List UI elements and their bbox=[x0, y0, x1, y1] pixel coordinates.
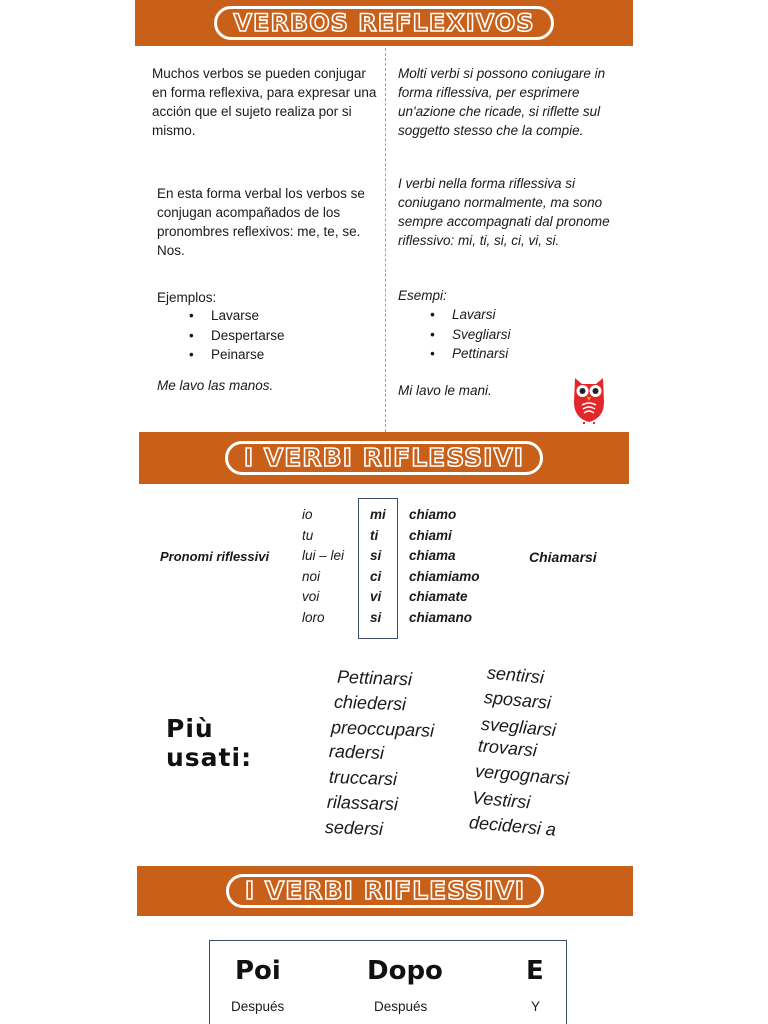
list-item: si bbox=[370, 609, 382, 625]
most-used-line1: Più bbox=[166, 714, 214, 743]
list-item: preoccuparsi bbox=[330, 717, 435, 741]
list-item: • Pettinarsi bbox=[398, 344, 598, 364]
column-divider bbox=[385, 48, 386, 432]
connector-translation: Después bbox=[374, 999, 428, 1014]
list-item: vi bbox=[370, 589, 382, 604]
list-item: chiamo bbox=[409, 507, 457, 522]
list-item: sedersi bbox=[324, 816, 384, 840]
es-forma: En esta forma verbal los verbos se conjugan acompañados de los pronombres reflexivos: me, te, se. Nos. bbox=[157, 186, 365, 258]
list-item: noi bbox=[302, 568, 321, 584]
slide3-banner bbox=[137, 866, 633, 916]
slide-verbi-riflessivi-conjugation bbox=[139, 432, 629, 864]
it-forma: I verbi nella forma riflessiva si coniugano normalmente, ma sono sempre accompagnati dal pronome riflessivo: mi, ti, si, ci, vi, si. bbox=[398, 176, 610, 248]
list-item: tu bbox=[302, 527, 314, 543]
it-intro: Molti verbi si possono coniugare in forma riflessiva, per esprimere un'azione che ricade, si riflette sul soggetto stesso che la compie. bbox=[398, 66, 606, 138]
list-item: chiedersi bbox=[333, 691, 407, 715]
list-item: lui – lei bbox=[302, 548, 345, 563]
list-item: sentirsi bbox=[486, 662, 545, 688]
connector-translation: Y bbox=[531, 999, 541, 1014]
list-item: • Peinarse bbox=[157, 345, 357, 365]
list-item: Vestirsi bbox=[471, 787, 532, 813]
connector-word: E bbox=[526, 956, 544, 986]
slide-verbi-riflessivi-connectors bbox=[137, 866, 633, 1024]
list-item: si bbox=[370, 548, 382, 563]
es-examples-list bbox=[157, 306, 357, 365]
most-used-line2: usati: bbox=[166, 743, 253, 772]
it-sentence: Mi lavo le mani. bbox=[398, 383, 492, 398]
list-item: • Svegliarsi bbox=[398, 325, 598, 345]
list-item: • Lavarse bbox=[157, 306, 357, 326]
verb-forms-column bbox=[409, 505, 480, 628]
list-item: radersi bbox=[328, 741, 385, 763]
list-item: ti bbox=[370, 527, 379, 543]
list-item: chiamate bbox=[409, 589, 468, 604]
reflexive-pronouns-column bbox=[370, 505, 386, 628]
list-item: trovarsi bbox=[477, 735, 538, 761]
es-intro: Muchos verbos se pueden conjugar en forma reflexiva, para expresar una acción que el sujeto realiza por si mismo. bbox=[152, 66, 377, 138]
slide3-title: I VERBI RIFLESSIVI bbox=[226, 874, 544, 908]
list-item: chiamiamo bbox=[409, 568, 480, 584]
connector-word: Poi bbox=[235, 956, 281, 986]
list-item: • Despertarse bbox=[157, 326, 357, 346]
it-examples-label: Esempi: bbox=[398, 288, 447, 303]
list-item: ci bbox=[370, 568, 382, 584]
es-examples-label: Ejemplos: bbox=[157, 290, 217, 305]
list-item: sposarsi bbox=[483, 687, 552, 713]
slide2-banner bbox=[139, 432, 629, 484]
most-used-heading bbox=[166, 714, 252, 772]
list-item: decidersi a bbox=[468, 812, 557, 840]
connector-translation: Después bbox=[231, 999, 285, 1014]
list-item: chiamano bbox=[409, 609, 473, 625]
verb-label: Chiamarsi bbox=[529, 549, 597, 565]
slide-verbos-reflexivos bbox=[135, 0, 633, 432]
list-item: svegliarsi bbox=[480, 713, 557, 741]
list-item: chiama bbox=[409, 548, 456, 563]
subject-pronouns-column bbox=[302, 505, 344, 628]
list-item: io bbox=[302, 507, 313, 522]
it-examples-list bbox=[398, 305, 598, 364]
list-item: voi bbox=[302, 589, 320, 604]
connector-word: Dopo bbox=[367, 956, 443, 986]
list-item: loro bbox=[302, 609, 325, 625]
slide1-banner bbox=[135, 0, 633, 46]
list-item: • Lavarsi bbox=[398, 305, 598, 325]
slide2-title: I VERBI RIFLESSIVI bbox=[225, 441, 543, 475]
es-sentence: Me lavo las manos. bbox=[157, 378, 274, 393]
list-item: mi bbox=[370, 507, 386, 522]
slide1-title: VERBOS REFLEXIVOS bbox=[214, 6, 553, 40]
list-item: truccarsi bbox=[328, 766, 398, 790]
list-item: rilassarsi bbox=[326, 791, 399, 815]
pronouns-label: Pronomi riflessivi bbox=[160, 549, 270, 564]
owl-icon bbox=[570, 372, 608, 424]
list-item: chiami bbox=[409, 527, 452, 543]
list-item: vergognarsi bbox=[474, 760, 570, 790]
list-item: Pettinarsi bbox=[336, 666, 413, 690]
